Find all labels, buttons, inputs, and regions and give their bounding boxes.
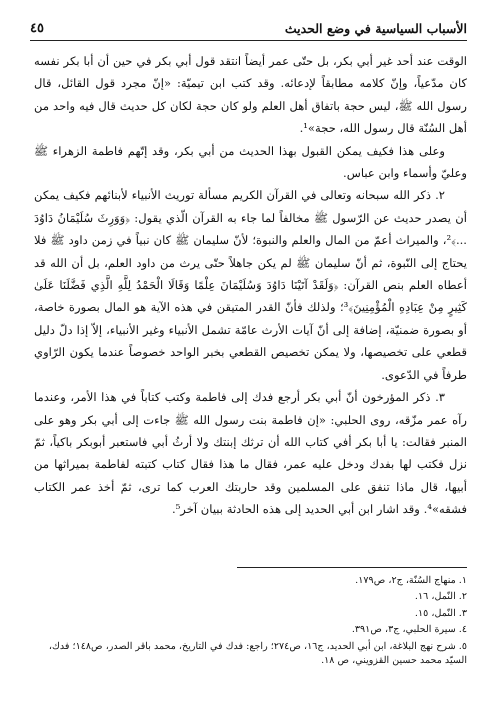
footnote-4: ٤. سيرة الحلبي، ج٣، ص٣٩١. (351, 624, 467, 636)
footnote-divider (237, 567, 467, 568)
footnote-5: ٥. شرح نهج البلاغة، ابن أبي الحديد، ج١٦، ص٢٧٤؛ راجع: فدك في التاريخ، محمد باقر الصدر، ص١٤٨؛ فدك، السيّد محمد حسين القزويني، ص ١٨. (48, 640, 467, 667)
footnote-2: ٢. النّمل، ١٦. (414, 591, 467, 603)
footnote-1: ١. منهاج السُنّة، ج٢، ص١٧٩. (355, 575, 467, 586)
header-divider (30, 40, 467, 41)
running-title: الأسباب السياسية في وضع الحديث (284, 20, 467, 36)
paragraph-2: وعلى هذا فكيف يمكن القبول بهذا الحديث من أبي بكر، وقد إتّهم فاطمة الزهراء ﷺ وعليّ وأسماء وابن عباس. (34, 143, 467, 181)
paragraph-1: الوقت عند أحد غير أبي بكر، بل حتّى عمر أيضاً انتقد قول أبي بكر في حين أن أبا بكر نفسه كان مدّعياً، وإنّ كلامه مطابقاً لإدعائه. وقد كتب ابن تيميّة: «إنّ مجرد قول القائل، قال رسول الله ﷺ، ليس حجة باتفاق أهل العلم ولو كان حجة لكان كل حديث قال فيه واحد من أهل السُنّة قال رسول الله، حجة»¹. (34, 54, 467, 136)
paragraph-4: ٣. ذكر المؤرخون أنّ أبي بكر أرجع فدك إلى فاطمة وكتب كتاباً في هذا الأمر، وعندما رآه عمر مزّقه، روى الحلبي: «إن فاطمة بنت رسول الله ﷺ جاءت إلى أبي بكر وهو على المنبر فقالت: يا أبا بكر أفي كتاب الله أن ترثك إبنتك ولا أرثُ أبي فاستعبر أبوبكر باكياً، ثمّ نزل فكتب لها بفدك ودخل عليه عمر، فقال ما هذا فقال كتاب كتبته لفاطمة بميراثها من أبيها، قال ماذا تنفق على المسلمين وقد حاربتك العرب كما ترى، ثمّ أخذ عمر الكتاب فشقه»⁴. وقد اشار ابن أبي الحديد إلى هذه الحادثة ببيان آخر⁵. (34, 390, 467, 517)
paragraph-3: ٢. ذكر الله سبحانه وتعالى في القرآن الكريم مسألة توريث الأنبياء لأبنائهم فكيف يمكن أن يصدر حديث عن الرّسول ﷺ مخالفاً لما جاء به القرآن الّذي يقول: ﴿وَوَرِثَ سُلَيْمَانُ دَاوُدَ ...﴾²، والميراث أعمّ من المال والعلم والنبوة؛ لأنّ سليمان ﷺ كان نبياً في زمن داود ﷺ فلا يحتاج إلى النّبوة، ثم أنّ سليمان ﷺ لم يكن جاهلاً حتّى يرث من داود العلم، بل أن الله قد أعطاه العلم بنص القرآن: ﴿وَلَقَدْ آتَيْنَا دَاوُدَ وَسُلَيْمَانَ عِلْمًا وَقَالَا الْحَمْدُ لِلَّهِ الَّذِي فَضَّلَنَا عَلَىٰ كَثِيرٍ مِنْ عِبَادِهِ الْمُؤْمِنِينَ﴾³؛ ولذلك فأنّ القدر المتيقن في هذه الآية هو المال بصورة خاصة، أو بصورة ضمنيّة، إضافة إلى أنّ آيات الأرث عامّة تشمل الأنبياء وغير الأنبياء، إلاّ إذا دلّ دليل قطعي على تخصيصها، ولا يمكن تخصيص القطعي بخبر الواحد خصوصاً عندما يكون الرّاوي طرفاً في الدّعوى. (34, 188, 467, 382)
page-number: ٤٥ (30, 20, 44, 36)
footnote-3: ٣. النّمل، ١٥. (414, 607, 467, 619)
main-text (34, 50, 467, 521)
footnotes (34, 574, 467, 670)
page-header (30, 18, 467, 38)
